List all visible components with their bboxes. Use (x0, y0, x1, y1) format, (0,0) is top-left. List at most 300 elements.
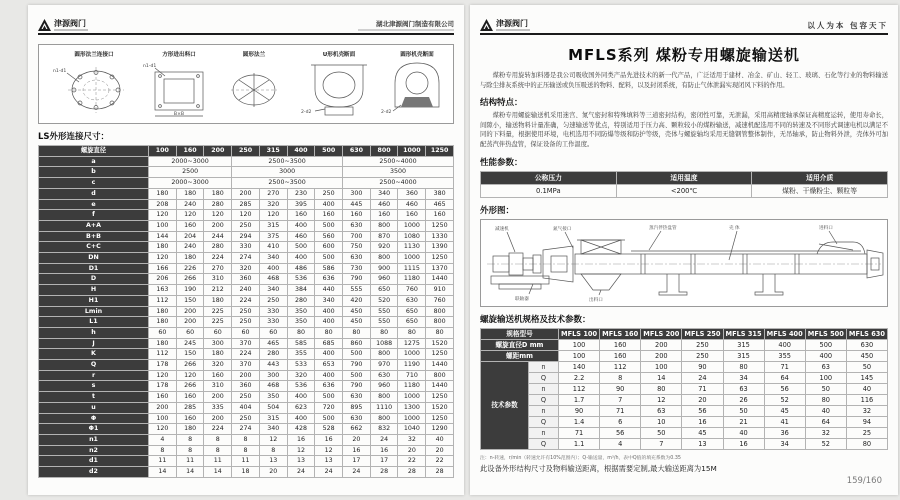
table-cell: 公称压力 (481, 171, 617, 184)
table-cell: 8 (176, 445, 204, 456)
table-cell: 40 (426, 434, 454, 445)
table-cell: 536 (287, 274, 315, 285)
table-cell: 500 (343, 370, 371, 381)
table-cell: 710 (398, 370, 426, 381)
table-cell: 460 (398, 199, 426, 210)
table-cell: 400 (315, 349, 343, 360)
table-cell: 200 (176, 317, 204, 328)
table-cell: 12 (287, 445, 315, 456)
table-cell: 120 (232, 210, 260, 221)
row-label: A+A (39, 220, 149, 231)
table-cell: 250 (232, 392, 260, 403)
table-cell: 1000 (398, 392, 426, 403)
table-cell: 244 (204, 231, 232, 242)
table-cell: 120 (149, 210, 177, 221)
table-cell: 14 (641, 372, 682, 383)
table-cell: 60 (176, 327, 204, 338)
table-cell: 1.1 (559, 438, 600, 449)
row-label: n1 (39, 434, 149, 445)
row-label: 螺旋直径 (39, 146, 149, 157)
table-row (481, 383, 888, 394)
table-cell: 20 (259, 467, 287, 478)
table-cell: 250 (259, 295, 287, 306)
table-cell: 280 (287, 295, 315, 306)
row-label: c (39, 178, 149, 189)
table-cell: 120 (149, 424, 177, 435)
table-cell: 56 (764, 383, 805, 394)
table-cell: 1180 (398, 274, 426, 285)
table-cell: 450 (343, 306, 371, 317)
table-cell: 1370 (426, 263, 454, 274)
row-label: d (39, 188, 149, 199)
table-cell: 315 (259, 220, 287, 231)
row-label: n2 (39, 445, 149, 456)
table-cell: 250 (232, 317, 260, 328)
table-cell: 310 (204, 274, 232, 285)
table-cell: 790 (343, 381, 371, 392)
table-cell: 500 (315, 253, 343, 264)
table-cell: 41 (764, 416, 805, 427)
table-cell: 11 (149, 456, 177, 467)
table-cell: 250 (232, 146, 260, 157)
table-row (39, 317, 454, 328)
row-label: Φ (39, 413, 149, 424)
table-cell: 400 (287, 392, 315, 403)
perf-title: 性能参数： (480, 157, 523, 168)
table-cell: 80 (315, 327, 343, 338)
table-row (39, 349, 454, 360)
table-cell: 465 (426, 199, 454, 210)
table-cell: 120 (204, 210, 232, 221)
table-row (39, 146, 454, 157)
table-cell: 160 (398, 210, 426, 221)
table-cell: 895 (343, 402, 371, 413)
table-cell: 200 (149, 402, 177, 413)
outline-drawing (481, 220, 887, 304)
table-cell: 555 (343, 285, 371, 296)
table-cell: 90 (600, 383, 641, 394)
drawing-caption: 方形进出料口 (162, 52, 196, 58)
table-cell: 80 (370, 327, 398, 338)
table-row (39, 263, 454, 274)
row-label: Q (529, 416, 559, 427)
table-cell: 100 (149, 146, 177, 157)
table-cell: 16 (315, 434, 343, 445)
table-cell: 14 (176, 467, 204, 478)
ls-dim-table-body (39, 146, 454, 478)
table-cell: 40 (805, 405, 846, 416)
table-cell: 204 (176, 231, 204, 242)
table-cell: 16 (287, 434, 315, 445)
page-right (470, 5, 898, 495)
table-cell: 860 (343, 338, 371, 349)
table-cell: 800 (370, 349, 398, 360)
table-row (39, 392, 454, 403)
table-cell: 60 (259, 327, 287, 338)
table-cell: 600 (315, 242, 343, 253)
row-label: Φ1 (39, 424, 149, 435)
table-cell: 16 (343, 445, 371, 456)
table-cell: 1330 (426, 231, 454, 242)
label-nitrogen-port: 氮气接口 (553, 226, 572, 232)
table-cell: 586 (315, 263, 343, 274)
table-cell: 200 (176, 306, 204, 317)
table-row (39, 274, 454, 285)
table-cell: 500 (343, 349, 371, 360)
table-cell: 12 (259, 434, 287, 445)
table-row (39, 156, 454, 167)
label-steam-coil: 蒸汽伴热盘管 (649, 225, 677, 231)
table-cell: 960 (370, 381, 398, 392)
table-cell: 64 (764, 372, 805, 383)
label-shell: 壳 体 (729, 225, 740, 231)
bolt-label: n1-d1 (143, 64, 157, 69)
row-label: 螺距mm (481, 350, 559, 361)
table-cell: 1250 (426, 392, 454, 403)
table-cell: 16 (723, 438, 764, 449)
row-label: Lmin (39, 306, 149, 317)
table-cell: 34 (723, 372, 764, 383)
spec-table (480, 328, 888, 450)
table-cell: 1190 (398, 360, 426, 371)
table-cell: 112 (559, 383, 600, 394)
table-cell: 200 (204, 220, 232, 231)
table-cell: 790 (343, 360, 371, 371)
table-cell: 24 (315, 467, 343, 478)
table-cell: 360 (232, 381, 260, 392)
table-cell: 1250 (426, 253, 454, 264)
table-cell: 1250 (426, 413, 454, 424)
table-cell: 160 (600, 339, 641, 350)
table-cell: 920 (370, 242, 398, 253)
table-cell: 200 (204, 413, 232, 424)
row-label: 技术参数 (481, 361, 529, 449)
table-cell: 13 (682, 438, 723, 449)
table-cell: 18 (232, 467, 260, 478)
table-footnote: 注：n-转速，r/min（转速允许有10%范围内）；Q-输送量，m³/h，表中Q值的填充系数为0.35 (480, 455, 681, 461)
row-label: 螺旋直径D mm (481, 339, 559, 350)
table-cell: 500 (805, 339, 846, 350)
table-cell: 71 (764, 361, 805, 372)
table-cell: 8 (232, 445, 260, 456)
table-cell: 500 (287, 242, 315, 253)
table-cell: 340 (259, 424, 287, 435)
table-row (39, 242, 454, 253)
table-cell: 335 (204, 402, 232, 413)
table-cell: 440 (315, 285, 343, 296)
table-cell: 50 (846, 361, 887, 372)
connection-drawings-panel (38, 44, 454, 124)
table-cell: 71 (600, 405, 641, 416)
spec-title: 螺旋输送机规格及技术参数： (480, 314, 591, 325)
table-cell: 1250 (426, 146, 454, 157)
row-label: L1 (39, 317, 149, 328)
table-cell: 4 (149, 434, 177, 445)
features-title: 结构特点： (480, 98, 523, 109)
table-cell: 400 (764, 339, 805, 350)
table-cell: 2500~3500 (232, 156, 343, 167)
table-cell: 266 (176, 381, 204, 392)
table-row (39, 467, 454, 478)
table-cell: 适用温度 (616, 171, 752, 184)
table-row (39, 381, 454, 392)
table-cell: 1440 (426, 381, 454, 392)
table-cell: 465 (259, 338, 287, 349)
table-cell: 500 (315, 146, 343, 157)
table-cell: 800 (370, 413, 398, 424)
table-row (481, 328, 888, 339)
table-cell: 630 (398, 295, 426, 306)
table-cell: 32 (846, 405, 887, 416)
table-cell: 550 (370, 317, 398, 328)
table-cell: 8 (149, 445, 177, 456)
label-outlet: 出料口 (589, 297, 603, 303)
table-cell: 330 (259, 306, 287, 317)
table-cell: 180 (149, 242, 177, 253)
table-cell: 100 (559, 350, 600, 361)
table-cell: 1250 (426, 220, 454, 231)
table-cell: 760 (426, 295, 454, 306)
table-cell: 350 (259, 392, 287, 403)
table-cell: 160 (287, 210, 315, 221)
table-cell: 63 (723, 383, 764, 394)
table-cell: 180 (204, 349, 232, 360)
table-cell: 800 (370, 253, 398, 264)
ls-dim-table (38, 145, 454, 478)
table-cell: 2500~3500 (232, 178, 343, 189)
table-cell: 7 (600, 394, 641, 405)
table-cell: 650 (398, 306, 426, 317)
header-rule (480, 33, 888, 35)
table-row (39, 167, 454, 178)
row-label: h (39, 327, 149, 338)
table-cell: 160 (176, 392, 204, 403)
table-cell: 8 (600, 372, 641, 383)
table-cell: 180 (149, 188, 177, 199)
page-left (28, 5, 464, 495)
bolt-label: 2-d2 (381, 110, 392, 115)
table-cell: 112 (149, 349, 177, 360)
table-cell: 350 (287, 317, 315, 328)
table-cell: 320 (259, 199, 287, 210)
table-cell: 24 (370, 434, 398, 445)
table-cell: 1088 (370, 338, 398, 349)
table-cell: 6 (600, 416, 641, 427)
ls-dim-title: LS外形连接尺寸： (38, 132, 110, 142)
table-cell: 340 (259, 285, 287, 296)
table-cell: 225 (204, 317, 232, 328)
table-row (481, 361, 888, 372)
table-cell: 504 (259, 402, 287, 413)
table-cell: 206 (149, 274, 177, 285)
table-cell: 400 (315, 370, 343, 381)
table-cell: 20 (398, 445, 426, 456)
row-label: J (39, 338, 149, 349)
table-cell: 36 (764, 427, 805, 438)
table-cell: 208 (149, 199, 177, 210)
table-cell: 200 (641, 350, 682, 361)
table-cell: 224 (232, 349, 260, 360)
brand-block (38, 19, 88, 31)
table-cell: 300 (204, 338, 232, 349)
table-cell: 536 (287, 381, 315, 392)
table-cell: 310 (204, 381, 232, 392)
table-cell: 250 (682, 339, 723, 350)
table-cell: 28 (398, 467, 426, 478)
table-cell: 250 (232, 306, 260, 317)
table-row (39, 231, 454, 242)
table-cell: 400 (287, 146, 315, 157)
table-cell: 13 (287, 456, 315, 467)
table-cell: 21 (723, 416, 764, 427)
table-cell: 266 (176, 274, 204, 285)
table-cell: 100 (805, 372, 846, 383)
table-cell: 71 (559, 427, 600, 438)
table-cell: 1300 (398, 402, 426, 413)
product-title: MFLS系列 煤粉专用螺旋输送机 (568, 46, 800, 64)
table-cell: 2.2 (559, 372, 600, 383)
table-cell: 22 (426, 456, 454, 467)
table-cell: 32 (398, 434, 426, 445)
table-cell: 60 (149, 327, 177, 338)
table-cell: 533 (287, 360, 315, 371)
label-reducer: 减速机 (495, 226, 509, 232)
table-cell: 245 (176, 338, 204, 349)
table-cell: 800 (370, 220, 398, 231)
table-cell: 80 (343, 327, 371, 338)
row-label: H1 (39, 295, 149, 306)
table-cell: 40 (723, 427, 764, 438)
table-cell: 14 (204, 467, 232, 478)
table-cell: 120 (176, 210, 204, 221)
table-cell: 120 (149, 253, 177, 264)
perf-table-body (481, 171, 888, 197)
table-cell: 63 (805, 361, 846, 372)
drawing-caption: 圆形机壳断面 (400, 52, 434, 58)
table-row (481, 416, 888, 427)
row-label: u (39, 402, 149, 413)
table-cell: 1275 (398, 338, 426, 349)
row-label: t (39, 392, 149, 403)
row-label: b (39, 167, 149, 178)
brand-subline (54, 29, 88, 31)
table-cell: 330 (259, 317, 287, 328)
table-cell: 320 (204, 360, 232, 371)
table-cell: 1250 (426, 349, 454, 360)
table-cell: 180 (176, 188, 204, 199)
row-label: n (529, 361, 559, 372)
table-cell: 80 (398, 327, 426, 338)
table-cell: 280 (204, 199, 232, 210)
table-cell: 8 (204, 445, 232, 456)
row-label: K (39, 349, 149, 360)
table-cell: 166 (149, 263, 177, 274)
table-cell: 190 (176, 285, 204, 296)
table-cell: 1180 (398, 381, 426, 392)
table-cell: 3000 (232, 167, 343, 178)
table-cell: 800 (426, 317, 454, 328)
table-cell: 1000 (398, 349, 426, 360)
table-cell: 80 (426, 327, 454, 338)
table-cell: 13 (259, 456, 287, 467)
table-cell: 900 (370, 263, 398, 274)
table-cell: 50 (641, 427, 682, 438)
table-row (39, 188, 454, 199)
table-cell: 224 (232, 295, 260, 306)
table-cell: 315 (259, 146, 287, 157)
table-cell: 650 (370, 285, 398, 296)
table-cell: 970 (370, 360, 398, 371)
table-cell: 22 (398, 456, 426, 467)
table-cell: 8 (232, 434, 260, 445)
table-cell: 25 (846, 427, 887, 438)
table-cell: 630 (370, 370, 398, 381)
table-row (39, 295, 454, 306)
table-cell: 250 (682, 350, 723, 361)
table-cell: 395 (287, 199, 315, 210)
table-cell: 178 (149, 381, 177, 392)
table-cell: 685 (315, 338, 343, 349)
table-cell: 224 (204, 424, 232, 435)
table-cell: 240 (176, 199, 204, 210)
table-cell: 760 (398, 285, 426, 296)
table-cell: 285 (232, 199, 260, 210)
table-cell: MFLS 315 (723, 328, 764, 339)
table-cell: <200℃ (616, 184, 752, 197)
table-cell: 180 (176, 253, 204, 264)
table-cell: 1000 (398, 146, 426, 157)
table-cell: 720 (315, 402, 343, 413)
table-cell: 20 (682, 394, 723, 405)
table-cell: MFLS 100 (559, 328, 600, 339)
table-cell: 178 (149, 360, 177, 371)
table-cell: 140 (559, 361, 600, 372)
table-cell: 60 (204, 327, 232, 338)
table-row (39, 456, 454, 467)
table-cell: 163 (149, 285, 177, 296)
table-cell: 80 (846, 438, 887, 449)
table-cell: 112 (600, 361, 641, 372)
table-cell: 274 (232, 253, 260, 264)
table-cell: 428 (287, 424, 315, 435)
table-cell: 180 (149, 306, 177, 317)
row-label: d1 (39, 456, 149, 467)
table-cell: 90 (682, 361, 723, 372)
table-cell: 315 (259, 413, 287, 424)
table-row (481, 427, 888, 438)
table-cell: 250 (232, 220, 260, 231)
table-cell: MFLS 250 (682, 328, 723, 339)
table-cell: 56 (600, 427, 641, 438)
table-row (481, 372, 888, 383)
table-cell: 800 (426, 306, 454, 317)
row-label: D (39, 274, 149, 285)
table-cell: 112 (149, 295, 177, 306)
table-row (481, 350, 888, 361)
table-cell: 270 (259, 188, 287, 199)
brand-subline (496, 29, 530, 31)
table-cell: 11 (232, 456, 260, 467)
table-cell: 870 (370, 231, 398, 242)
table-cell: 384 (287, 285, 315, 296)
row-label: C+C (39, 242, 149, 253)
table-cell: 636 (315, 381, 343, 392)
table-cell: 468 (259, 381, 287, 392)
row-label: Q (39, 360, 149, 371)
table-cell: 370 (232, 338, 260, 349)
left-page-header (38, 11, 454, 31)
table-row (481, 184, 888, 197)
